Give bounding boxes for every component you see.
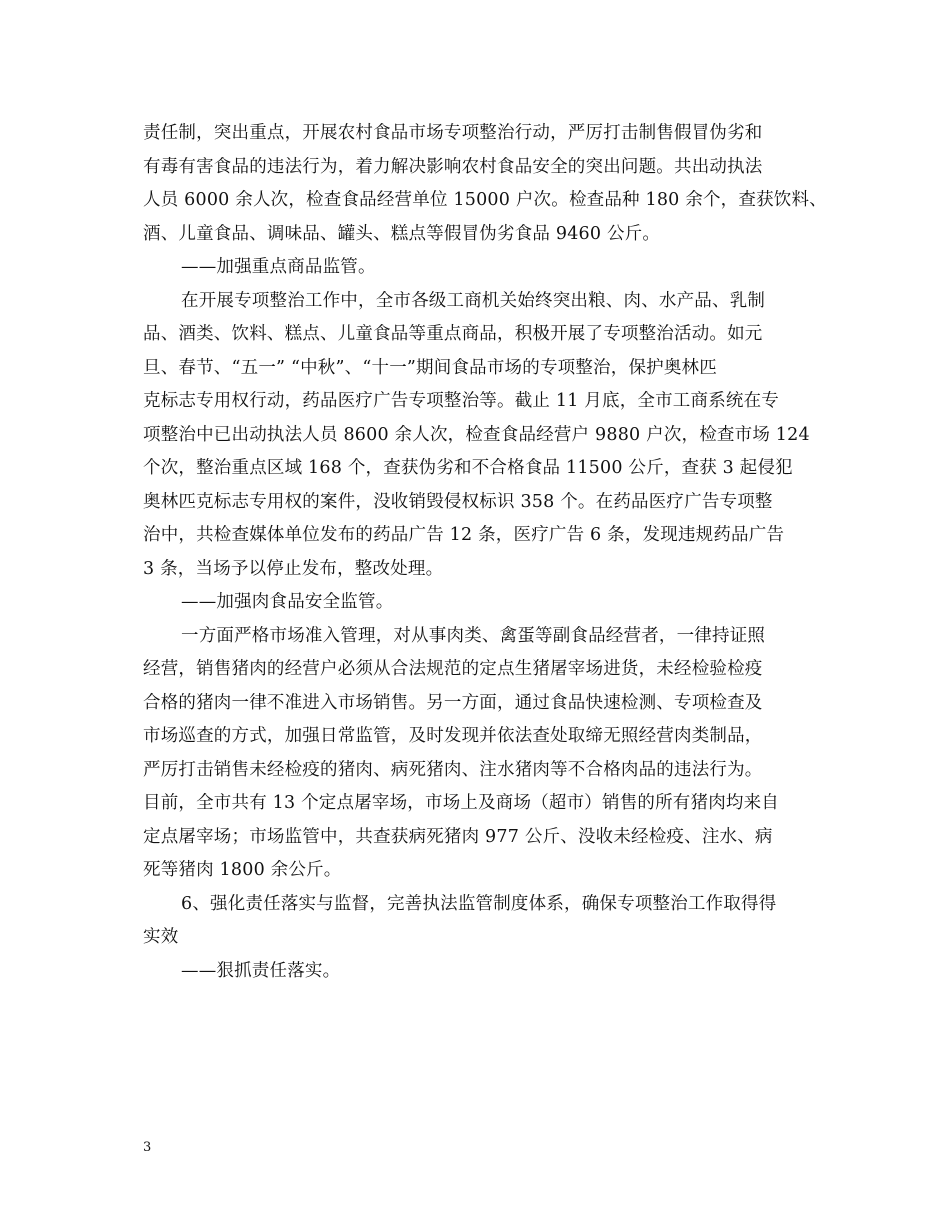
- text-line: 酒、儿童食品、调味品、罐头、糕点等假冒伪劣食品 9460 公斤。: [143, 223, 661, 244]
- text-line: ——狠抓责任落实。: [181, 960, 341, 981]
- text-line: 项整治中已出动执法人员 8600 余人次，检查食品经营户 9880 户次，检查市场 124: [143, 424, 810, 445]
- text-line: 责任制，突出重点，开展农村食品市场专项整治行动，严厉打击制售假冒伪劣和: [143, 123, 763, 143]
- body-text: [143, 117, 827, 988]
- text-line: 旦、春节、“五一” “中秋”、“十一”期间食品市场的专项整治，保护奥林匹: [143, 357, 717, 378]
- text-line: 个次，整治重点区域 168 个，查获伪劣和不合格食品 11500 公斤，查获 3 起侵犯: [143, 458, 793, 478]
- text-line: 在开展专项整治工作中，全市各级工商机关始终突出粮、肉、水产品、乳制: [181, 290, 766, 311]
- text-line: 市场巡查的方式，加强日常监管，及时发现并依法查处取缔无照经营肉类制品，: [143, 726, 763, 746]
- text-line: 治中，共检查媒体单位发布的药品广告 12 条，医疗广告 6 条，发现违规药品广告: [143, 525, 785, 545]
- text-line: 人员 6000 余人次，检查食品经营单位 15000 户次。检查品种 180 余个，查获饮料、: [143, 190, 827, 210]
- text-line: ——加强肉食品安全监管。: [181, 592, 394, 612]
- text-line: 有毒有害食品的违法行为，着力解决影响农村食品安全的突出问题。共出动执法: [143, 156, 763, 177]
- text-line: 6、强化责任落实与监督，完善执法监管制度体系，确保专项整治工作取得得: [181, 893, 777, 914]
- page-number: 3: [143, 1140, 152, 1155]
- text-line: 3 条，当场予以停止发布，整改处理。: [143, 558, 444, 579]
- text-line: 经营，销售猪肉的经营户必须从合法规范的定点生猪屠宰场进货，未经检验检疫: [143, 659, 763, 679]
- text-line: 严厉打击销售未经检疫的猪肉、病死猪肉、注水猪肉等不合格肉品的违法行为。: [143, 759, 763, 780]
- text-line: 实效: [143, 927, 179, 947]
- text-line: 品、酒类、饮料、糕点、儿童食品等重点商品，积极开展了专项整治活动。如元: [143, 324, 763, 344]
- text-line: 目前，全市共有 13 个定点屠宰场，市场上及商场（超市）销售的所有猪肉均来自: [143, 793, 779, 813]
- text-line: ——加强重点商品监管。: [181, 257, 376, 277]
- text-line: 克标志专用权行动，药品医疗广告专项整治等。截止 11 月底，全市工商系统在专: [143, 391, 779, 411]
- text-line: 合格的猪肉一律不准进入市场销售。另一方面，通过食品快速检测、专项检查及: [143, 692, 763, 713]
- text-line: 死等猪肉 1800 余公斤。: [143, 860, 342, 880]
- text-line: 奥林匹克标志专用权的案件，没收销毁侵权标识 358 个。在药品医疗广告专项整: [143, 491, 773, 512]
- text-line: 定点屠宰场；市场监管中，共查获病死猪肉 977 公斤、没收未经检疫、注水、病: [143, 826, 773, 847]
- text-line: 一方面严格市场准入管理，对从事肉类、禽蛋等副食品经营者，一律持证照: [181, 625, 766, 646]
